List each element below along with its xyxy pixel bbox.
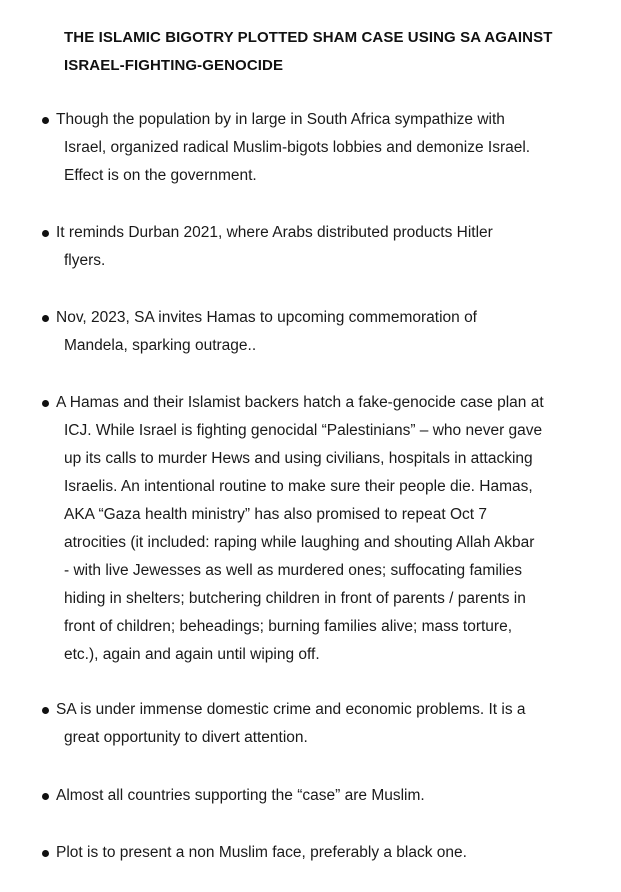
bullet-line: SA is under immense domestic crime and economic problems. It is a xyxy=(56,701,526,718)
bullet-line: front of children; beheadings; burning families alive; mass torture, xyxy=(64,618,513,635)
bullet-dot-icon xyxy=(42,793,49,800)
bullet-text xyxy=(42,106,587,190)
bullet-item xyxy=(42,839,587,867)
bullet-line: Plot is to present a non Muslim face, preferably a black one. xyxy=(56,844,467,861)
bullet-line: flyers. xyxy=(64,252,106,269)
bullet-line: etc.), again and again until wiping off. xyxy=(64,646,320,663)
bullet-text xyxy=(42,304,587,360)
bullet-dot-icon xyxy=(42,117,49,124)
bullet-line: It reminds Durban 2021, where Arabs distributed products Hitler xyxy=(56,224,493,241)
bullet-text xyxy=(42,839,587,867)
bullet-line: up its calls to murder Hews and using civilians, hospitals in attacking xyxy=(64,450,533,467)
bullet-line: A Hamas and their Islamist backers hatch a fake-genocide case plan at xyxy=(56,394,544,411)
bullet-line: AKA “Gaza health ministry” has also promised to repeat Oct 7 xyxy=(64,506,487,523)
bullet-dot-icon xyxy=(42,315,49,322)
bullet-dot-icon xyxy=(42,850,49,857)
bullet-line: great opportunity to divert attention. xyxy=(64,729,308,746)
bullet-text xyxy=(42,782,587,810)
bullet-item xyxy=(42,696,587,752)
bullet-dot-icon xyxy=(42,707,49,714)
bullet-item xyxy=(42,782,587,810)
bullet-line: ICJ. While Israel is fighting genocidal “Palestinians” – who never gave xyxy=(64,422,543,439)
document-title-line: ISRAEL-FIGHTING-GENOCIDE xyxy=(64,57,284,74)
bullet-text xyxy=(42,696,587,752)
bullet-dot-icon xyxy=(42,400,49,407)
document-title xyxy=(64,24,584,80)
bullet-item xyxy=(42,304,587,360)
bullet-item xyxy=(42,389,587,669)
bullet-line: - with live Jewesses as well as murdered ones; suffocating families xyxy=(64,562,523,579)
bullet-line: Mandela, sparking outrage.. xyxy=(64,337,257,354)
bullet-text xyxy=(42,219,587,275)
bullet-dot-icon xyxy=(42,230,49,237)
bullet-line: Israelis. An intentional routine to make sure their people die. Hamas, xyxy=(64,478,533,495)
bullet-text xyxy=(42,389,587,669)
bullet-line: Israel, organized radical Muslim-bigots lobbies and demonize Israel. xyxy=(64,139,531,156)
bullet-line: Nov, 2023, SA invites Hamas to upcoming commemoration of xyxy=(56,309,477,326)
bullet-item xyxy=(42,106,587,190)
bullet-line: Effect is on the government. xyxy=(64,167,257,184)
document-title-line: THE ISLAMIC BIGOTRY PLOTTED SHAM CASE USING SA AGAINST xyxy=(64,29,553,46)
bullet-item xyxy=(42,219,587,275)
bullet-line: Though the population by in large in South Africa sympathize with xyxy=(56,111,505,128)
bullet-line: Almost all countries supporting the “case” are Muslim. xyxy=(56,787,425,804)
bullet-line: hiding in shelters; butchering children in front of parents / parents in xyxy=(64,590,526,607)
bullet-line: atrocities (it included: raping while laughing and shouting Allah Akbar xyxy=(64,534,535,551)
